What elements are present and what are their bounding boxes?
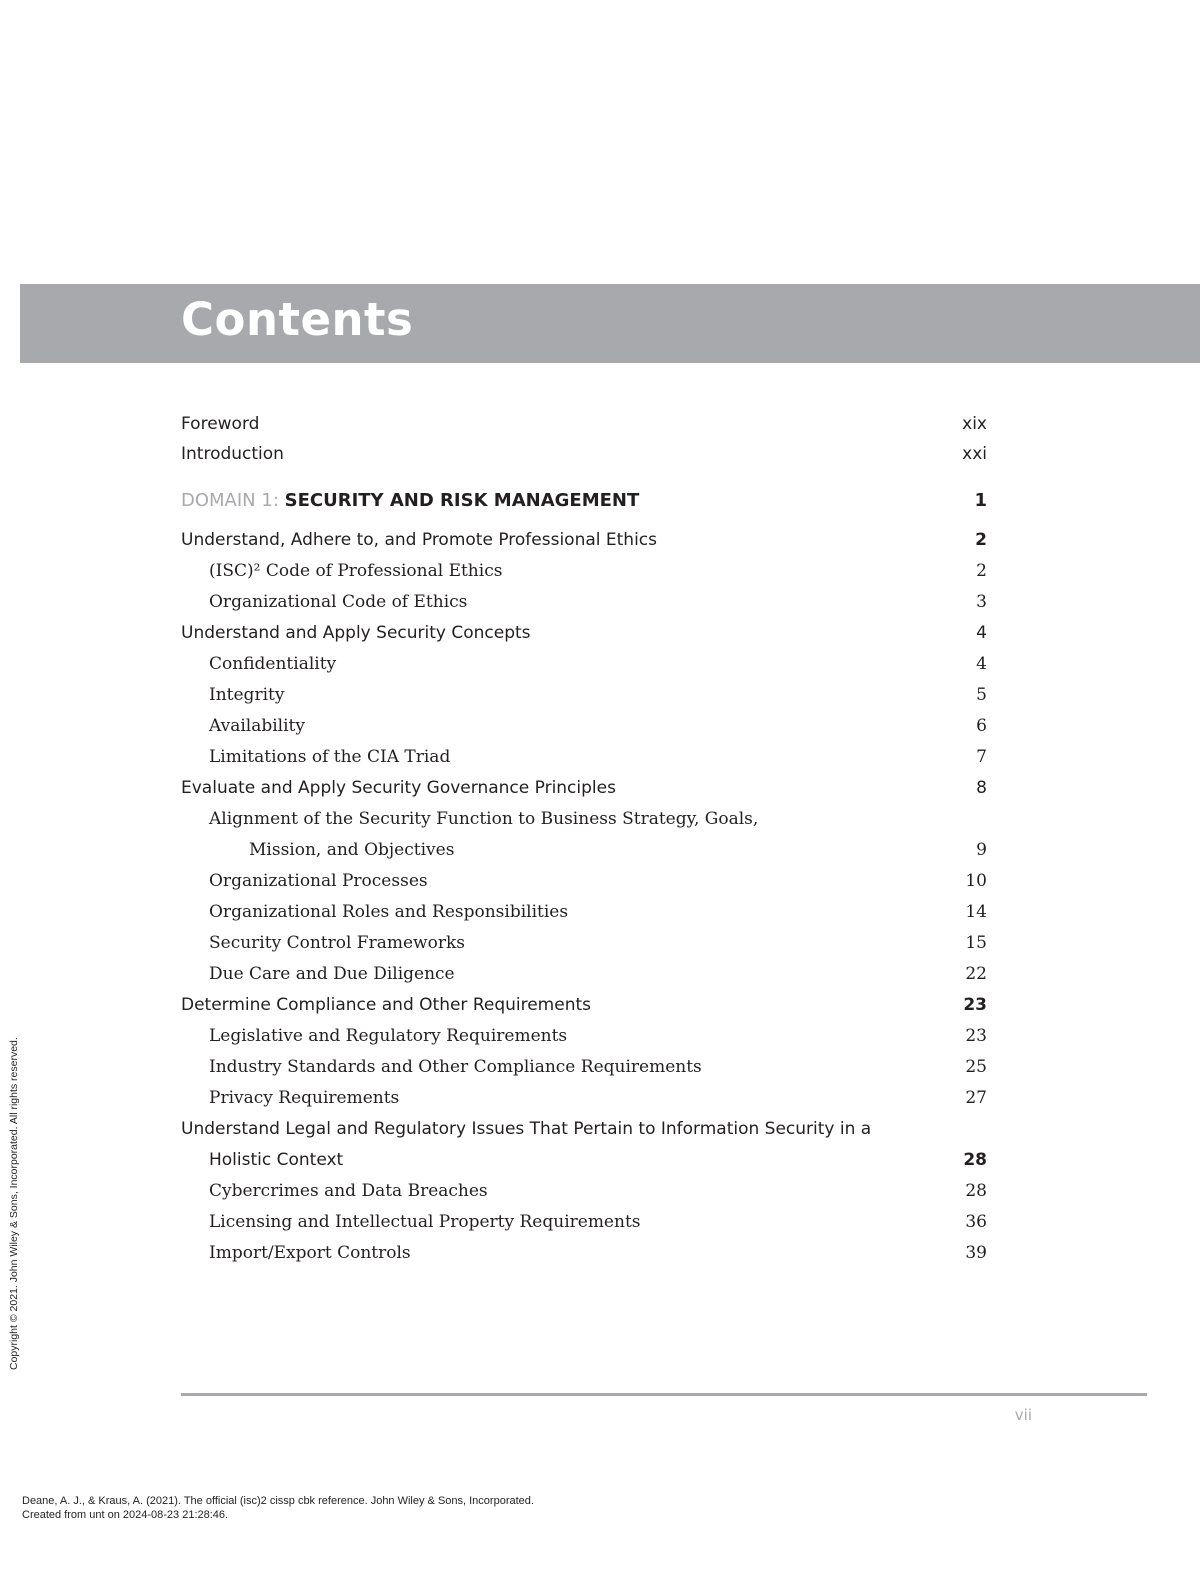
toc-page: 6 [976,716,987,736]
citation-footer [22,1494,534,1522]
toc-domain-heading[interactable] [181,488,987,514]
toc-page: 23 [965,1026,987,1046]
toc-label: Import/Export Controls [209,1243,411,1263]
domain-heading [181,488,639,514]
toc-row[interactable] [181,1116,987,1142]
toc-page: 10 [965,871,987,891]
toc-label: Licensing and Intellectual Property Requirements [209,1212,641,1232]
toc-label: Cybercrimes and Data Breaches [209,1181,488,1201]
toc-label: Evaluate and Apply Security Governance Principles [181,778,616,798]
toc-label: Foreword [181,414,260,434]
toc-row[interactable] [181,961,987,987]
toc-page: 28 [965,1181,987,1201]
toc-page: 39 [965,1243,987,1263]
toc-page: 25 [965,1057,987,1077]
toc-label: Security Control Frameworks [209,933,465,953]
toc-label: Legislative and Regulatory Requirements [209,1026,568,1046]
toc-row[interactable] [181,992,987,1018]
page-number: vii [1014,1406,1032,1424]
domain-title: SECURITY AND RISK MANAGEMENT [284,490,640,511]
toc-page: 2 [975,530,987,550]
toc-row[interactable] [181,651,987,677]
toc-row[interactable] [181,868,987,894]
title-band [20,284,1200,363]
toc-label: Limitations of the CIA Triad [209,747,451,767]
citation-line: Deane, A. J., & Kraus, A. (2021). The official (isc)2 cissp cbk reference. John Wiley & Sons, Incorporated. [22,1495,534,1507]
toc-page: 27 [965,1088,987,1108]
toc-page: 1 [974,490,987,511]
toc-row[interactable] [181,837,987,863]
toc-label: Privacy Requirements [209,1088,400,1108]
toc-row[interactable] [181,930,987,956]
toc-row-foreword[interactable] [181,411,987,437]
toc-label: Integrity [209,685,285,705]
toc-label: Holistic Context [209,1150,344,1170]
toc-page: 14 [965,902,987,922]
toc-label: Understand, Adhere to, and Promote Professional Ethics [181,530,657,550]
toc-row[interactable] [181,775,987,801]
toc-row[interactable] [181,806,987,832]
toc-label: Organizational Processes [209,871,428,891]
toc-row[interactable] [181,1178,987,1204]
toc-page: 22 [965,964,987,984]
toc-label: Confidentiality [209,654,337,674]
toc-page: 4 [976,654,987,674]
toc-label: Due Care and Due Diligence [209,964,455,984]
page-title: Contents [181,293,414,346]
toc-row[interactable] [181,1023,987,1049]
toc-row[interactable] [181,589,987,615]
footer-rule [181,1393,1147,1396]
toc-page: 8 [976,778,987,798]
toc-page: xxi [962,444,987,464]
copyright-notice: Copyright © 2021. John Wiley & Sons, Incorporated. All rights reserved. [8,1037,20,1370]
toc-row[interactable] [181,1240,987,1266]
toc-page: 3 [976,592,987,612]
toc-label: Determine Compliance and Other Requirements [181,995,592,1015]
toc-row[interactable] [181,899,987,925]
toc-row[interactable] [181,744,987,770]
toc-label: Understand and Apply Security Concepts [181,623,531,643]
toc-label: Introduction [181,444,284,464]
toc-row[interactable] [181,1147,987,1173]
toc-page: xix [962,414,987,434]
domain-prefix: DOMAIN 1: [181,490,279,511]
toc-label: Understand Legal and Regulatory Issues That Pertain to Information Security in a [181,1119,872,1139]
toc-row[interactable] [181,558,987,584]
toc-label: Mission, and Objectives [249,840,455,860]
toc-page: 2 [976,561,987,581]
toc-row[interactable] [181,620,987,646]
citation-created-line: Created from unt on 2024-08-23 21:28:46. [22,1509,229,1521]
toc-label: Alignment of the Security Function to Business Strategy, Goals, [209,809,759,829]
toc-label: Industry Standards and Other Compliance Requirements [209,1057,702,1077]
toc-page: 36 [965,1212,987,1232]
toc-page: 28 [963,1150,987,1170]
toc-row[interactable] [181,527,987,553]
toc-row[interactable] [181,713,987,739]
toc-label: Organizational Roles and Responsibilities [209,902,569,922]
toc-page: 23 [963,995,987,1015]
toc-row[interactable] [181,682,987,708]
toc-label: Availability [209,716,305,736]
toc-page: 7 [976,747,987,767]
toc-row[interactable] [181,1209,987,1235]
toc-page: 4 [976,623,987,643]
toc-row-introduction[interactable] [181,441,987,467]
toc-page: 9 [976,840,987,860]
toc-label: Organizational Code of Ethics [209,592,468,612]
toc-row[interactable] [181,1085,987,1111]
toc-row[interactable] [181,1054,987,1080]
toc-page: 5 [976,685,987,705]
toc-label: (ISC)² Code of Professional Ethics [209,561,503,581]
toc-page: 15 [965,933,987,953]
